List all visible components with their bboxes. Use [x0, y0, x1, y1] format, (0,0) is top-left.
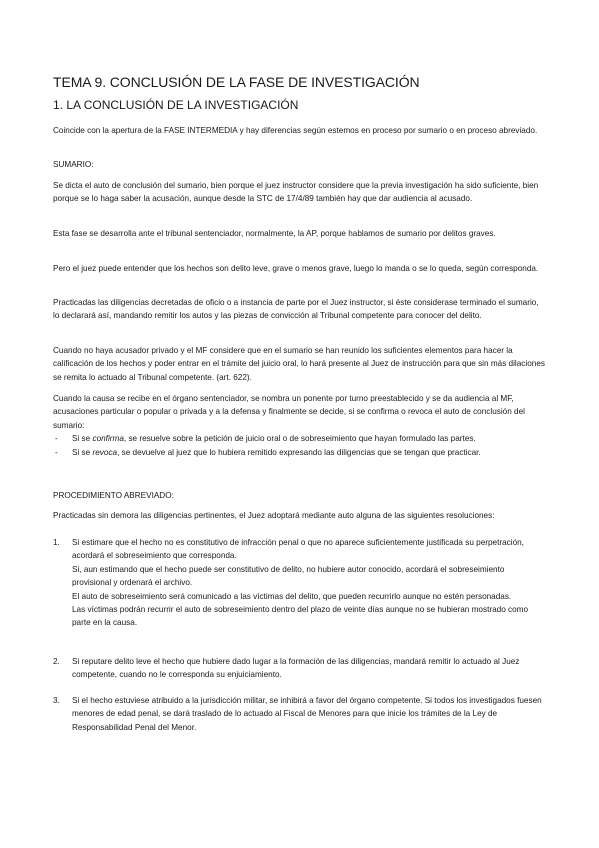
sumario-paragraph	[53, 262, 545, 275]
sumario-text-2: Esta fase se desarrolla ante el tribunal sentenciador, normalmente, la AP, porque hablamos de sumario por delitos graves.	[53, 229, 496, 238]
sumario-bullet-list	[53, 432, 545, 459]
sumario-paragraph	[53, 227, 545, 240]
item-text: Las víctimas podrán recurrir el auto de sobreseimiento dentro del plazo de veinte días aunque no se hubieran mostrado como parte en la causa.	[72, 605, 529, 628]
abreviado-item	[53, 655, 545, 682]
sumario-label: SUMARIO:	[53, 160, 94, 169]
sumario-paragraph	[53, 179, 545, 206]
item-number: 1.	[53, 538, 60, 547]
abreviado-item	[53, 694, 545, 734]
sumario-text-5: Cuando no haya acusador privado y el MF considere que en el sumario se han reunido los suficientes elementos para hacer la calificación de los hechos y poder entrar en el trámite del juicio oral, lo hará presente al Juez de instrucción para que sin más dilaciones se remita lo actuado al Tribunal competente. (art. 622).	[53, 346, 545, 382]
section-heading: 1. LA CONCLUSIÓN DE LA INVESTIGACIÓN	[53, 98, 299, 112]
abreviado-intro: Practicadas sin demora las diligencias pertinentes, el Juez adoptará mediante auto alguna de las siguientes resoluciones:	[53, 511, 495, 520]
abreviado-section	[53, 509, 545, 522]
list-item	[53, 694, 545, 734]
sumario-text-3: Pero el juez puede entender que los hechos son delito leve, grave o menos grave, luego lo manda o se lo queda, según corresponda.	[53, 264, 539, 273]
bullet-text: , se devuelve al juez que lo hubiera remitido expresando las diligencias que se tengan que practicar.	[117, 447, 481, 457]
page-title: TEMA 9. CONCLUSIÓN DE LA FASE DE INVESTIGACIÓN	[53, 74, 420, 90]
intro-paragraph	[53, 124, 545, 137]
abreviado-item	[53, 536, 545, 630]
bullet-text: Si se	[72, 434, 93, 444]
item-text: Si el hecho estuviese atribuido a la jurisdicción militar, se inhibirá a favor del órgano competente. Si todos los investigados fuesen menores de edad penal, se dará traslado de lo actuado al Fiscal de Menores para que inicie los trámites de la Ley de Responsabilidad Penal del Menor.	[72, 696, 542, 732]
sumario-paragraph	[53, 344, 545, 384]
list-item	[53, 446, 545, 459]
item-text: Si estimare que el hecho no es constitutivo de infracción penal o que no aparece suficientemente justificada su perpetración, acordará el sobreseimiento que corresponda.	[72, 538, 524, 561]
sumario-text-4: Practicadas las diligencias decretadas de oficio o a instancia de parte por el Juez instructor, si éste considerase terminado el sumario, lo declarará así, mandando remitir los autos y las piezas de convicción al Tribunal competente para conocer del delito.	[53, 298, 539, 321]
item-number: 2.	[53, 657, 60, 666]
list-item	[53, 536, 545, 630]
bullet-emphasis: confirma	[92, 434, 124, 444]
item-number: 3.	[53, 696, 60, 705]
bullet-emphasis: revoca	[92, 447, 118, 457]
list-item	[53, 655, 545, 682]
item-text: Si reputare delito leve el hecho que hubiere dado lugar a la formación de las diligencias, mandará remitir lo actuado al Juez competente, cuando no le corresponda su enjuiciamiento.	[72, 657, 520, 680]
sumario-paragraph	[53, 392, 545, 459]
sumario-paragraph	[53, 296, 545, 323]
sumario-text-1: Se dicta el auto de conclusión del sumario, bien porque el juez instructor considere que la previa investigación ha sido suficiente, bien porque se lo haga saber la acusación, aunque desde la STC de 17/4/89 también hay que dar audiencia al acusado.	[53, 181, 539, 204]
abreviado-label: PROCEDIMIENTO ABREVIADO:	[53, 491, 174, 500]
item-text: El auto de sobreseimiento será comunicado a las víctimas del delito, que pueden recurrirlo aunque no estén personadas.	[72, 591, 512, 601]
intro-text: Coincide con la apertura de la FASE INTERMEDIA y hay diferencias según estemos en proceso por sumario o en proceso abreviado.	[53, 126, 538, 135]
item-text: Si, aun estimando que el hecho puede ser constitutivo de delito, no hubiere autor conocido, acordará el sobreseimiento provisional y ordenará el archivo.	[72, 564, 505, 588]
bullet-text: , se resuelve sobre la petición de juicio oral o de sobreseimiento que hayan formulado las partes.	[123, 434, 476, 444]
list-item	[53, 432, 545, 445]
sumario-text-6: Cuando la causa se recibe en el órgano sentenciador, se nombra un ponente por turno preestablecido y se da audiencia al MF, acusaciones particular o popular o privada y a la defensa y finalmente se decide, si se confirma o revoca el auto de conclusión del sumario:	[53, 394, 525, 430]
bullet-text: Si se	[72, 447, 93, 457]
